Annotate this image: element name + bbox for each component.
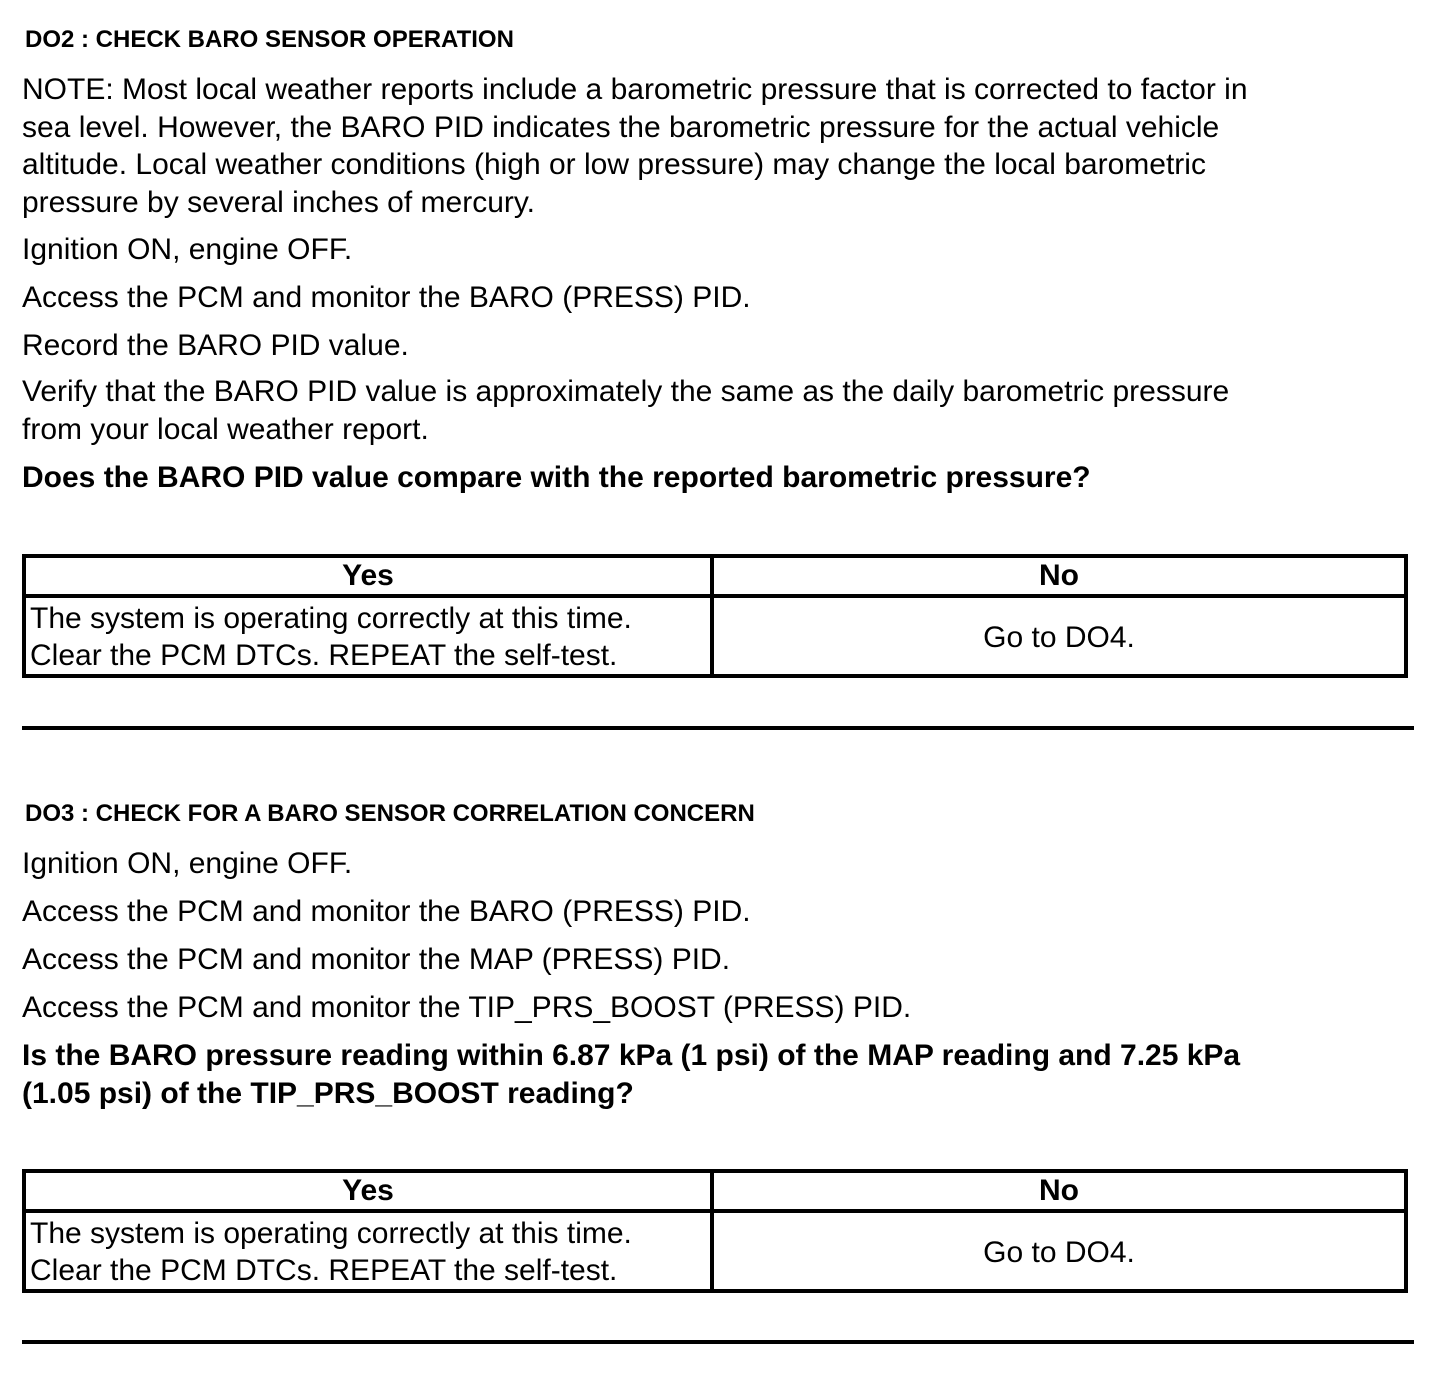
section-title: DO2 : CHECK BARO SENSOR OPERATION — [25, 26, 514, 53]
verify-line: Verify that the BARO PID value is approximately the same as the daily barometric pressure — [22, 375, 1230, 408]
decision-table — [22, 1169, 1408, 1293]
no-cell: Go to DO4. — [712, 1211, 1406, 1291]
no-header: No — [712, 1171, 1406, 1211]
yes-line: The system is operating correctly at this time. — [30, 602, 632, 635]
no-header: No — [712, 556, 1406, 596]
yes-header: Yes — [24, 556, 712, 596]
yes-line: The system is operating correctly at this time. — [30, 1217, 632, 1250]
yes-cell — [24, 1211, 712, 1291]
section-title: DO3 : CHECK FOR A BARO SENSOR CORRELATION CONCERN — [25, 800, 755, 827]
yes-line: Clear the PCM DTCs. REPEAT the self-test. — [30, 1254, 618, 1287]
yes-header: Yes — [24, 1171, 712, 1211]
step-record-baro: Record the BARO PID value. — [22, 329, 409, 362]
step-monitor-baro: Access the PCM and monitor the BARO (PRESS) PID. — [22, 281, 751, 314]
step-monitor-map: Access the PCM and monitor the MAP (PRESS) PID. — [22, 943, 731, 976]
question-line: Is the BARO pressure reading within 6.87 kPa (1 psi) of the MAP reading and 7.25 kPa — [22, 1039, 1241, 1072]
section-divider — [22, 1340, 1414, 1344]
question-line: Does the BARO PID value compare with the reported barometric pressure? — [22, 461, 1091, 494]
note-line: altitude. Local weather conditions (high or low pressure) may change the local barometric — [22, 148, 1206, 181]
no-cell: Go to DO4. — [712, 596, 1406, 676]
question — [22, 1037, 1414, 1112]
note-line: NOTE: Most local weather reports include a barometric pressure that is corrected to factor in — [22, 73, 1248, 106]
step-ignition: Ignition ON, engine OFF. — [22, 233, 353, 266]
note-line: pressure by several inches of mercury. — [22, 185, 535, 219]
verify-line: from your local weather report. — [22, 412, 429, 446]
section-do3 — [22, 0, 1414, 1394]
step-monitor-baro: Access the PCM and monitor the BARO (PRESS) PID. — [22, 895, 751, 928]
yes-line: Clear the PCM DTCs. REPEAT the self-test. — [30, 639, 618, 672]
question-line: (1.05 psi) of the TIP_PRS_BOOST reading? — [22, 1076, 634, 1110]
step-ignition: Ignition ON, engine OFF. — [22, 847, 353, 880]
note-line: sea level. However, the BARO PID indicates the barometric pressure for the actual vehicle — [22, 110, 1220, 144]
step-monitor-tip-prs-boost: Access the PCM and monitor the TIP_PRS_BOOST (PRESS) PID. — [22, 991, 912, 1024]
